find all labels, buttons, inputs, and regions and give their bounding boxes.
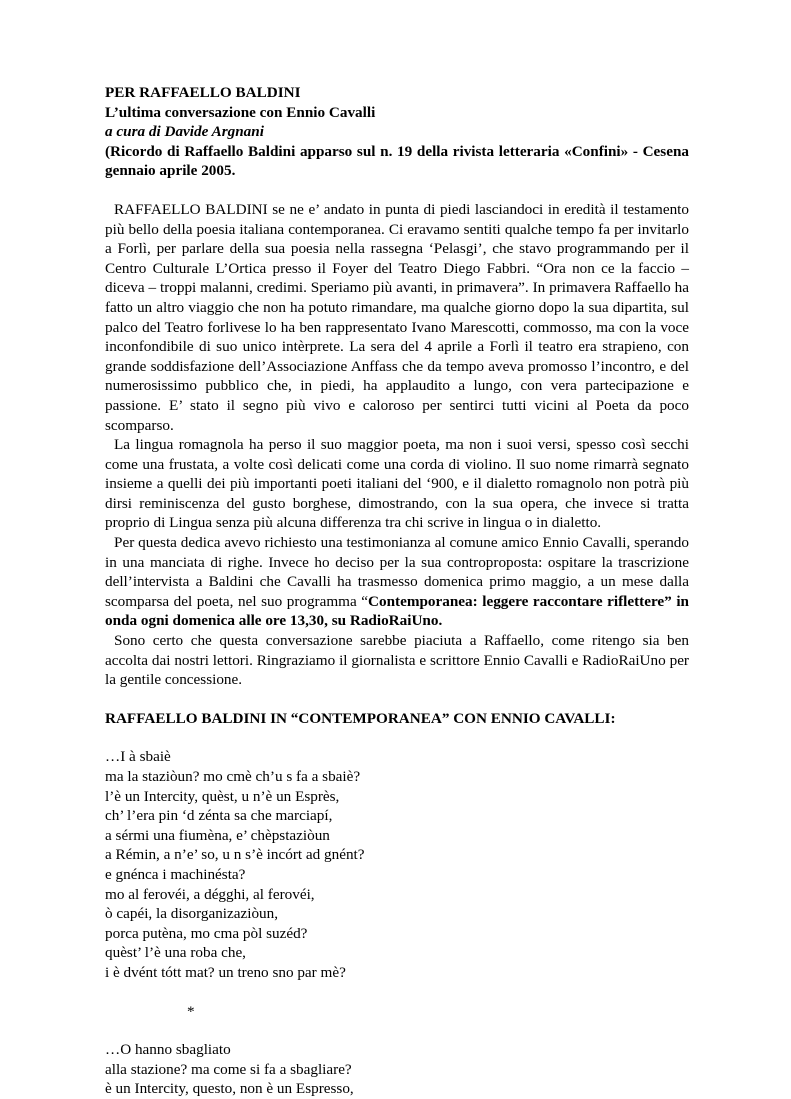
- poem-line: i è dvént tótt mat? un treno sno par mè?: [105, 963, 346, 981]
- paragraph-thanks: Sono certo che questa conversazione sarebbe piaciuta a Raffaello, come ritengo sia ben accolta dai nostri lettori. Ringraziamo il giornalista e scrittore Ennio Cavalli e RadioRaiUno per la gentile concessione.: [105, 632, 689, 689]
- spacer: [105, 983, 689, 1002]
- paragraph-dedication: [105, 533, 689, 631]
- poem-italian: [105, 1040, 689, 1099]
- poem-line: ò capéi, la disorganizaziòun,: [105, 905, 279, 923]
- poem-line: ma la staziòun? mo cmè ch’u s fa a sbaiè?: [105, 768, 361, 785]
- poem-line: quèst’ l’è una roba che,: [105, 944, 246, 962]
- poem-line: mo al ferovéi, a dégghi, al ferovéi,: [105, 885, 315, 903]
- source-note: (Ricordo di Raffaello Baldini apparso sul n. 19 della rivista letteraria «Confini» - Cesena gennaio aprile 2005.: [105, 142, 689, 180]
- section-title: RAFFAELLO BALDINI IN “CONTEMPORANEA” CON ENNIO CAVALLI:: [105, 709, 616, 727]
- spacer: [105, 181, 689, 200]
- poem-line: e gnénca i machinésta?: [105, 865, 246, 883]
- section-separator: *: [187, 1002, 195, 1020]
- poem-line: alla stazione? ma come si fa a sbagliare?: [105, 1060, 352, 1078]
- poem-line: a Rémin, a n’e’ so, u n s’è incórt ad gnént?: [105, 846, 365, 864]
- poem-line: a sérmi una fiumèna, e’ chèpstaziòun: [105, 826, 330, 844]
- poem-line: …O hanno sbagliato: [105, 1041, 231, 1059]
- poem-line: porca putèna, mo cma pòl suzéd?: [105, 924, 308, 942]
- document-header: [105, 83, 689, 181]
- curator-line: a cura di Davide Argnani: [105, 123, 264, 141]
- poem-line: è un Intercity, questo, non è un Espresso,: [105, 1080, 354, 1098]
- program-name: Contemporanea: leggere raccontare riflettere” in onda ogni domenica alle ore 13,30, su RadioRaiUno.: [105, 592, 689, 630]
- paragraph-romagnol-language: La lingua romagnola ha perso il suo maggior poeta, ma non i suoi versi, spesso così secchi come una frustata, a volte così delicati come una corda di violino. Il suo nome rimarrà segnato insieme a quelli dei più importanti poeti italiani del ‘900, e il dialetto romagnolo non potrà più dirsi reminiscenza del gusto borghese, dimostrando, con la sua opera, che invece si tratta proprio di Lingua senza più alcuna differenza tra chi scrive in lingua o in dialetto.: [105, 436, 689, 532]
- document-subtitle: L’ultima conversazione con Ennio Cavalli: [105, 103, 376, 121]
- document-body: [105, 83, 689, 1099]
- spacer: [105, 728, 689, 747]
- spacer: [105, 690, 689, 709]
- paragraph-intro: RAFFAELLO BALDINI se ne e’ andato in punta di piedi lasciandoci in eredità il testamento più bello della poesia italiana contemporanea. Ci eravamo sentiti qualche tempo fa per invitarlo a Forlì, per parlare della sua poesia nella rassegna ‘Pelasgi’, che stavo programmando per il Centro Culturale L’Ortica presso il Foyer del Teatro Diego Fabbri. “Ora non ce la faccio – diceva – troppi malanni, credimi. Speriamo più avanti, in primavera”. In primavera Raffaello ha fatto un altro viaggio che non ha potuto rimandare, ma qualche giorno dopo la sua dipartita, sul palco del Teatro forlivese lo ha ben rappresentato Ivano Marescotti, commosso, ma con la voce inconfondibile di suo unico intèrprete. La sera del 4 aprile a Forlì il teatro era strapieno, con grande soddisfazione dell’Associazione Anffass che da tempo aveva promosso l’incontro, e del numerosissimo pubblico che, in piedi, ha applaudito a lungo, con vera partecipazione e passione. E’ stato il segno più vivo e caloroso per sentirci tutti vicini al Poeta da poco scomparso.: [105, 200, 689, 434]
- poem-line: …I à sbaiè: [105, 748, 171, 766]
- poem-line: ch’ l’era pin ‘d zénta sa che marciapí,: [105, 807, 333, 825]
- document-title: PER RAFFAELLO BALDINI: [105, 84, 301, 101]
- poem-dialect: [105, 747, 689, 982]
- paragraph-dedication-text: Per questa dedica avevo richiesto una testimonianza al comune amico Ennio Cavalli, sperando in una manciata di righe. Invece ho deciso per la sua controproposta: ospitare la trascrizione dell’intervista a Baldini che Cavalli ha trasmesso domenica primo maggio, a un mese dalla scomparsa del poeta, nel suo programma “: [105, 534, 689, 610]
- poem-line: l’è un Intercity, quèst, u n’è un Esprès,: [105, 787, 340, 805]
